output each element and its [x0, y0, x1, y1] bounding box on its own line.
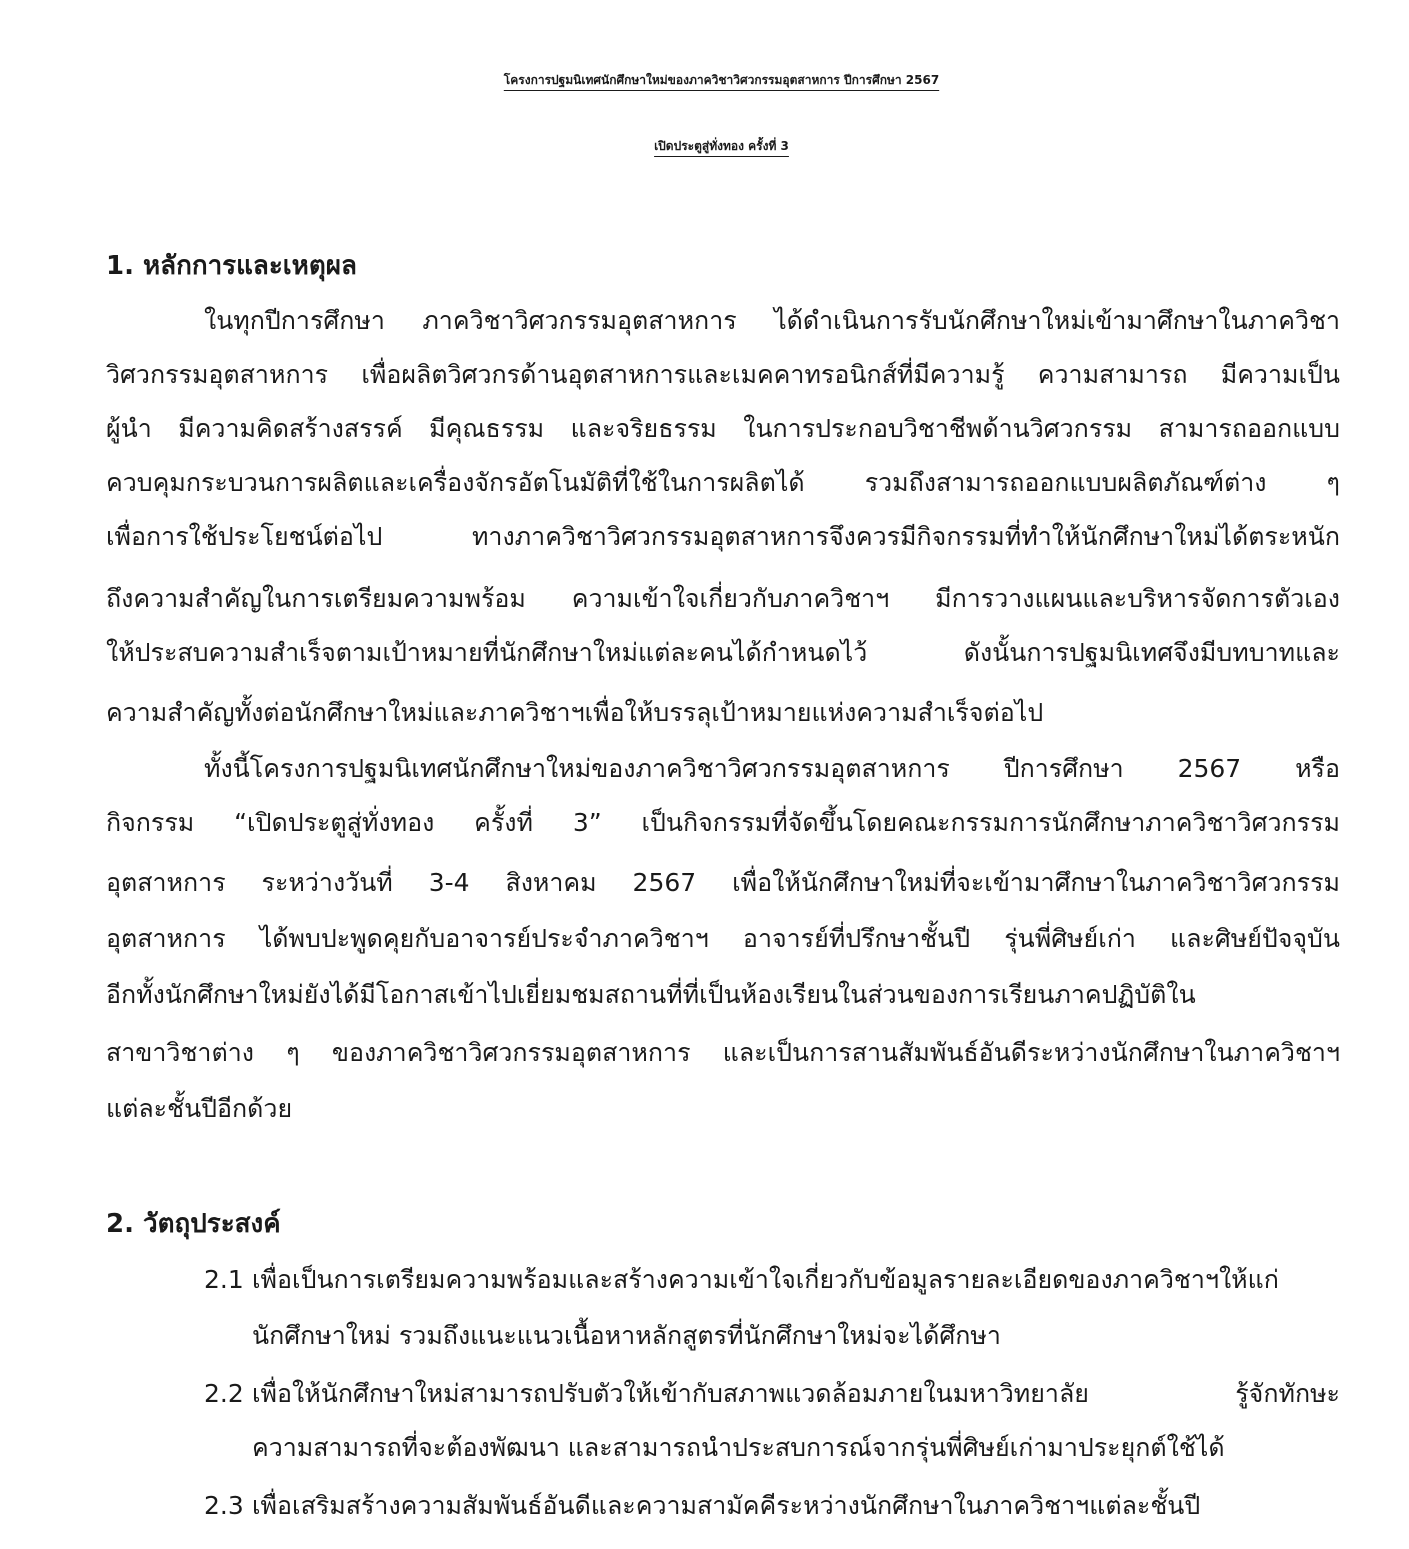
section-1-paragraph-2-line: แต่ละชั้นปีอีกด้วย: [106, 1094, 293, 1123]
section-1-paragraph-1-line: ในทุกปีการศึกษา ภาควิชาวิศวกรรมอุตสาหการ ได้ดำเนินการรับนักศึกษาใหม่เข้ามาศึกษาในภาควิชา: [204, 306, 1340, 335]
objective-number: 2.1: [204, 1265, 244, 1294]
section-1-paragraph-2-line: อุตสาหการ ได้พบปะพูดคุยกับอาจารย์ประจำภาควิชาฯ อาจารย์ที่ปรึกษาชั้นปี รุ่นพี่ศิษย์เก่า และศิษย์ปัจจุบัน: [106, 924, 1340, 953]
section-1-paragraph-1-line: ผู้นำ มีความคิดสร้างสรรค์ มีคุณธรรม และจริยธรรม ในการประกอบวิชาชีพด้านวิศวกรรม สามารถออกแบบ: [106, 414, 1340, 443]
section-1-paragraph-2-line: อีกทั้งนักศึกษาใหม่ยังได้มีโอกาสเข้าไปเยี่ยมชมสถานที่ที่เป็นห้องเรียนในส่วนของการเรียนภาคปฏิบัติใน: [106, 980, 1196, 1009]
section-2-heading: 2. วัตถุประสงค์: [106, 1209, 281, 1239]
section-1-paragraph-1-line: วิศวกรรมอุตสาหการ เพื่อผลิตวิศวกรด้านอุตสาหการและเมคคาทรอนิกส์ที่มีความรู้ ความสามารถ มีความเป็น: [106, 360, 1340, 389]
document-subtitle: เปิดประตูสู่ทั่งทอง ครั้งที่ 3: [654, 139, 789, 153]
section-1-paragraph-1-line: เพื่อการใช้ประโยชน์ต่อไป ทางภาควิชาวิศวกรรมอุตสาหการจึงควรมีกิจกรรมที่ทำให้นักศึกษาใหม่ได้ตระหนัก: [106, 522, 1340, 551]
document-title: โครงการปฐมนิเทศนักศึกษาใหม่ของภาควิชาวิศวกรรมอุตสาหการ ปีการศึกษา 2567: [503, 73, 940, 87]
section-1-paragraph-1-line: ให้ประสบความสำเร็จตามเป้าหมายที่นักศึกษาใหม่แต่ละคนได้กำหนดไว้ ดังนั้นการปฐมนิเทศจึงมีบทบาทและ: [106, 638, 1340, 667]
objective-number: 2.3: [204, 1491, 244, 1520]
objective-text: เพื่อเสริมสร้างความสัมพันธ์อันดีและความสามัคคีระหว่างนักศึกษาในภาควิชาฯแต่ละชั้นปี: [252, 1491, 1201, 1520]
objective-text: ความสามารถที่จะต้องพัฒนา และสามารถนำประสบการณ์จากรุ่นพี่ศิษย์เก่ามาประยุกต์ใช้ได้: [252, 1433, 1225, 1462]
section-1-paragraph-2-line: สาขาวิชาต่าง ๆ ของภาควิชาวิศวกรรมอุตสาหการ และเป็นการสานสัมพันธ์อันดีระหว่างนักศึกษาในภาควิชาฯ: [106, 1038, 1340, 1067]
section-1-paragraph-2-line: อุตสาหการ ระหว่างวันที่ 3-4 สิงหาคม 2567 เพื่อให้นักศึกษาใหม่ที่จะเข้ามาศึกษาในภาควิชาวิศวกรรม: [106, 868, 1340, 897]
objective-text: เพื่อให้นักศึกษาใหม่สามารถปรับตัวให้เข้ากับสภาพแวดล้อมภายในมหาวิทยาลัย รู้จักทักษะ: [252, 1379, 1340, 1408]
section-1-paragraph-1-line: ควบคุมกระบวนการผลิตและเครื่องจักรอัตโนมัติที่ใช้ในการผลิตได้ รวมถึงสามารถออกแบบผลิตภัณฑ์ต่าง ๆ: [106, 468, 1340, 497]
section-1-paragraph-1-line: ถึงความสำคัญในการเตรียมความพร้อม ความเข้าใจเกี่ยวกับภาควิชาฯ มีการวางแผนและบริหารจัดการตัวเอง: [106, 584, 1340, 613]
section-1-paragraph-2-line: ทั้งนี้โครงการปฐมนิเทศนักศึกษาใหม่ของภาควิชาวิศวกรรมอุตสาหการ ปีการศึกษา 2567 หรือ: [204, 754, 1340, 783]
objective-number: 2.2: [204, 1379, 244, 1408]
objective-text: เพื่อเป็นการเตรียมความพร้อมและสร้างความเข้าใจเกี่ยวกับข้อมูลรายละเอียดของภาควิชาฯให้แก่: [252, 1265, 1279, 1294]
section-1-heading: 1. หลักการและเหตุผล: [106, 251, 357, 281]
section-1-paragraph-1-line: ความสำคัญทั้งต่อนักศึกษาใหม่และภาควิชาฯเพื่อให้บรรลุเป้าหมายแห่งความสำเร็จต่อไป: [106, 698, 1044, 727]
section-1-paragraph-2-line: กิจกรรม “เปิดประตูสู่ทั่งทอง ครั้งที่ 3” เป็นกิจกรรมที่จัดขึ้นโดยคณะกรรมการนักศึกษาภาควิชาวิศวกรรม: [106, 808, 1340, 837]
objective-text: นักศึกษาใหม่ รวมถึงแนะแนวเนื้อหาหลักสูตรที่นักศึกษาใหม่จะได้ศึกษา: [252, 1321, 1001, 1350]
